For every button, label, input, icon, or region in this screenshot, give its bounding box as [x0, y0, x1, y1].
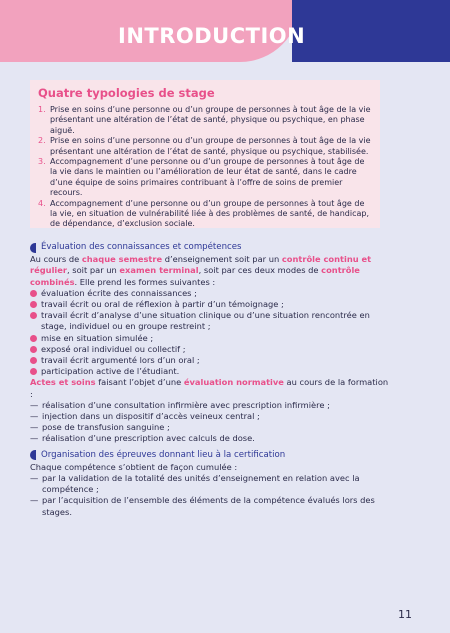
header-blue-block [292, 0, 450, 62]
highlight-text: évaluation normative [183, 377, 284, 388]
list-item [30, 299, 390, 310]
evaluation-intro [30, 254, 390, 288]
list-item-text: travail écrit ou oral de réflexion à partir d’un témoignage ; [41, 299, 284, 310]
list-item-text: travail écrit d’analyse d’une situation clinique ou d’une situation rencontrée en stage, individuel ou en groupe restreint ; [41, 310, 370, 332]
list-item [30, 422, 390, 433]
list-item [30, 411, 390, 422]
list-item [30, 344, 390, 355]
list-item-text: travail écrit argumenté lors d’un oral ; [41, 355, 200, 366]
bullet-dot-icon [30, 312, 37, 319]
dash-icon: — [30, 422, 39, 433]
list-item-text: réalisation d’une consultation infirmière avec prescription infirmière ; [42, 399, 330, 410]
list-item [30, 495, 390, 517]
section-heading-text: Organisation des épreuves donnant lieu à la certification [41, 449, 286, 460]
list-item [30, 333, 390, 344]
certification-intro: Chaque compétence s’obtient de façon cumulée : [30, 461, 238, 472]
list-item-text: réalisation d’une prescription avec calculs de dose. [42, 433, 255, 444]
text-run: . Elle prend les formes suivantes : [74, 276, 216, 287]
main-content [30, 242, 390, 518]
bullet-dot-icon [30, 335, 37, 342]
list-item [30, 355, 390, 366]
list-item [30, 400, 390, 411]
list-item [38, 199, 372, 230]
text-run: d’enseignement soit par un [162, 254, 282, 265]
half-circle-marker-icon [30, 450, 36, 460]
list-item-text: participation active de l’étudiant. [41, 366, 180, 377]
bullet-dot-icon [30, 301, 37, 308]
bullet-dot-icon [30, 368, 37, 375]
bullet-dot-icon [30, 290, 37, 297]
highlight-text: contrôle continu et régulier [30, 254, 372, 276]
list-item-text: évaluation écrite des connaissances ; [41, 287, 197, 298]
list-item [38, 136, 372, 157]
text-run: , soit par un [66, 265, 120, 276]
stage-types-box [30, 80, 380, 228]
bullet-dot-icon [30, 357, 37, 364]
box-title: Quatre typologies de stage [38, 86, 215, 100]
certification-list [30, 473, 390, 518]
list-item [30, 310, 390, 332]
page-title: INTRODUCTION [118, 24, 306, 48]
dash-icon: — [30, 411, 39, 422]
dash-icon: — [30, 473, 39, 484]
text-run: , soit par ces deux modes de [198, 265, 322, 276]
text-run: faisant l’objet d’une [95, 377, 184, 388]
item-text: Prise en soins d’une personne ou d’un groupe de personnes à tout âge de la vie présentant une altération de l’état de santé, physique ou psychique, en phase aiguë. [50, 105, 371, 135]
dash-icon: — [30, 433, 39, 444]
list-item [38, 105, 372, 136]
list-item [30, 433, 390, 444]
list-item-text: exposé oral individuel ou collectif ; [41, 343, 186, 354]
bullet-dot-icon [30, 346, 37, 353]
list-item-text: injection dans un dispositif d’accès veineux central ; [42, 411, 260, 422]
list-item-text: mise en situation simulée ; [41, 332, 154, 343]
acts-intro [30, 377, 390, 399]
list-item-text: par la validation de la totalité des unités d’enseignement en relation avec la compétence ; [42, 473, 360, 495]
highlight-text: contrôle combinés [30, 265, 360, 287]
item-number: 2. [38, 136, 46, 146]
list-item [38, 157, 372, 199]
item-text: Accompagnement d’une personne ou d’un groupe de personnes à tout âge de la vie dans le maintien ou l’amélioration de leur état de santé, dans le cadre d’une équipe de soins primaires contribuant à l’offre de soins de premier recours. [50, 157, 365, 198]
item-number: 1. [38, 105, 46, 114]
highlight-text: Actes et soins [30, 377, 96, 388]
section-heading-text: Évaluation des connaissances et compétences [41, 242, 242, 252]
item-number: 3. [38, 157, 46, 167]
page-number: 11 [398, 608, 412, 621]
list-item-text: pose de transfusion sanguine ; [42, 422, 170, 433]
list-item [30, 366, 390, 377]
list-item [30, 473, 390, 495]
text-run: au cours de la formation : [30, 377, 389, 399]
section-heading-certification [30, 450, 390, 461]
section-heading-evaluation [30, 242, 390, 253]
acts-list [30, 400, 390, 445]
dash-icon: — [30, 495, 39, 506]
item-text: Accompagnement d’une personne ou d’un groupe de personnes à tout âge de la vie, en situation de vulnérabilité liée à des problèmes de santé, de handicap, de dépendance, d’exclusion sociale. [50, 198, 369, 229]
half-circle-marker-icon [30, 243, 36, 253]
stage-types-list [38, 105, 372, 230]
highlight-text: chaque semestre [81, 254, 163, 265]
evaluation-forms-list [30, 288, 390, 378]
dash-icon: — [30, 399, 39, 410]
text-run: Au cours de [30, 254, 82, 265]
highlight-text: examen terminal [119, 265, 199, 276]
item-number: 4. [38, 198, 46, 208]
item-text: Prise en soins d’une personne ou d’un groupe de personnes à tout âge de la vie présentant une altération de l’état de santé, physique ou psychique, stabilisée. [50, 136, 371, 156]
list-item-text: par l’acquisition de l’ensemble des éléments de la compétence évalués lors des stages. [42, 495, 375, 517]
list-item [30, 288, 390, 299]
